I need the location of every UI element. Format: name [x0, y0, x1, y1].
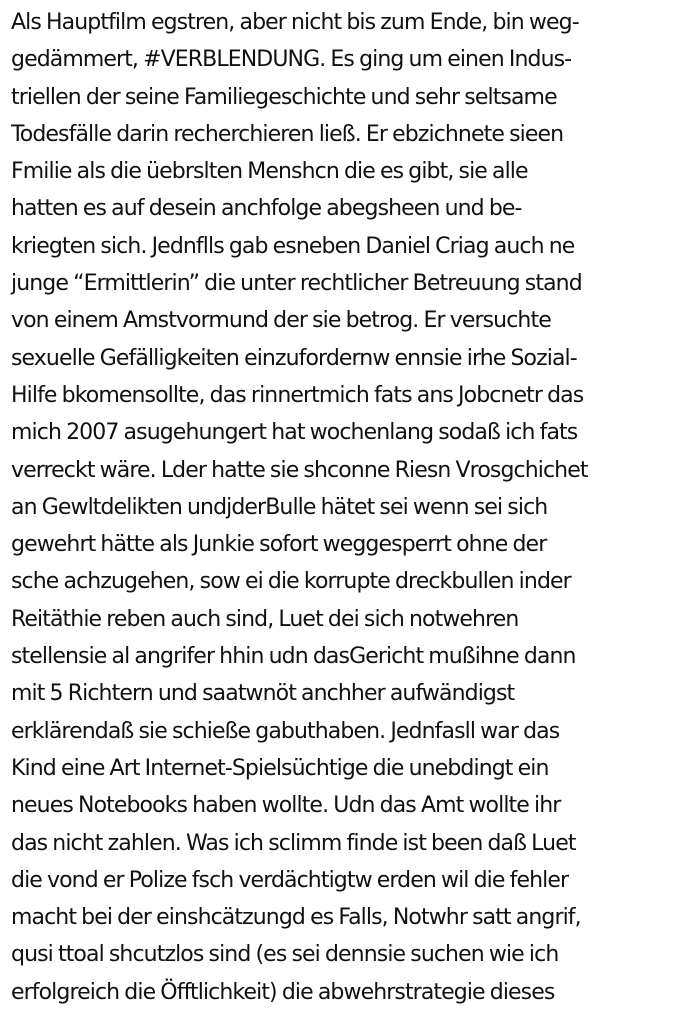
- text-line: neues Notebooks haben wollte. Udn das Amt wollte ihr: [11, 793, 561, 819]
- text-line: Hilfe bkomensollte, das rinnertmich fats ans Jobcnetr das: [11, 382, 584, 408]
- text-line: kriegten sich. Jednflls gab esneben Daniel Criag auch ne: [11, 233, 575, 259]
- text-line: erklärendaß sie schieße gabuthaben. Jednfasll war das: [11, 718, 560, 744]
- text-line: stellensie al angrifer hhin udn dasGericht mußihne dann: [11, 644, 576, 670]
- text-line: erfolgreich die Öfftlichkeit) die abwehrstrategie dieses: [11, 979, 555, 1005]
- text-line: von einem Amstvormund der sie betrog. Er versuchte: [11, 308, 551, 334]
- text-line: triellen der seine Familiegeschichte und sehr seltsame: [11, 84, 557, 110]
- text-line: Als Hauptfilm egstren, aber nicht bis zum Ende, bin weg-: [11, 10, 579, 35]
- text-line: verreckt wäre. Lder hatte sie shconne Riesn Vrosgchichet: [11, 457, 588, 483]
- text-line: hatten es auf desein anchfolge abegsheen und be-: [11, 196, 522, 222]
- text-line: Todesfälle darin recherchieren ließ. Er ebzichnete sieen: [11, 121, 564, 147]
- text-line: die vond er Polize fsch verdächtigtw erden wil die fehler: [11, 867, 569, 893]
- body-text: [11, 4, 681, 1011]
- text-line: mich 2007 asugehungert hat wochenlang sodaß ich fats: [11, 420, 578, 446]
- text-line: gewehrt hätte als Junkie sofort weggesperrt ohne der: [11, 532, 547, 558]
- text-line: Fmilie als die üebrslten Menshcn die es gibt, sie alle: [11, 159, 528, 185]
- text-line: sche achzugehen, sow ei die korrupte dreckbullen inder: [11, 569, 571, 595]
- text-line: mit 5 Richtern und saatwnöt anchher aufwändigst: [11, 681, 515, 707]
- text-line: junge “Ermittlerin” die unter rechtlicher Betreuung stand: [11, 271, 582, 297]
- text-line: Kind eine Art Internet-Spielsüchtige die unebdingt ein: [11, 755, 549, 781]
- text-line: Reitäthie reben auch sind, Luet dei sich notwehren: [11, 606, 519, 632]
- text-line: macht bei der einshcätzungd es Falls, Notwhr satt angrif,: [11, 905, 581, 931]
- text-line: qusi ttoal shcutzlos sind (es sei dennsie suchen wie ich: [11, 942, 559, 968]
- text-line: sexuelle Gefälligkeiten einzufordernw ennsie irhe Sozial-: [11, 345, 577, 371]
- text-line: an Gewltdelikten undjderBulle hätet sei wenn sei sich: [11, 494, 548, 520]
- text-line: das nicht zahlen. Was ich sclimm finde ist been daß Luet: [11, 830, 576, 856]
- text-line: gedämmert, #VERBLENDUNG. Es ging um einen Indus-: [11, 47, 572, 73]
